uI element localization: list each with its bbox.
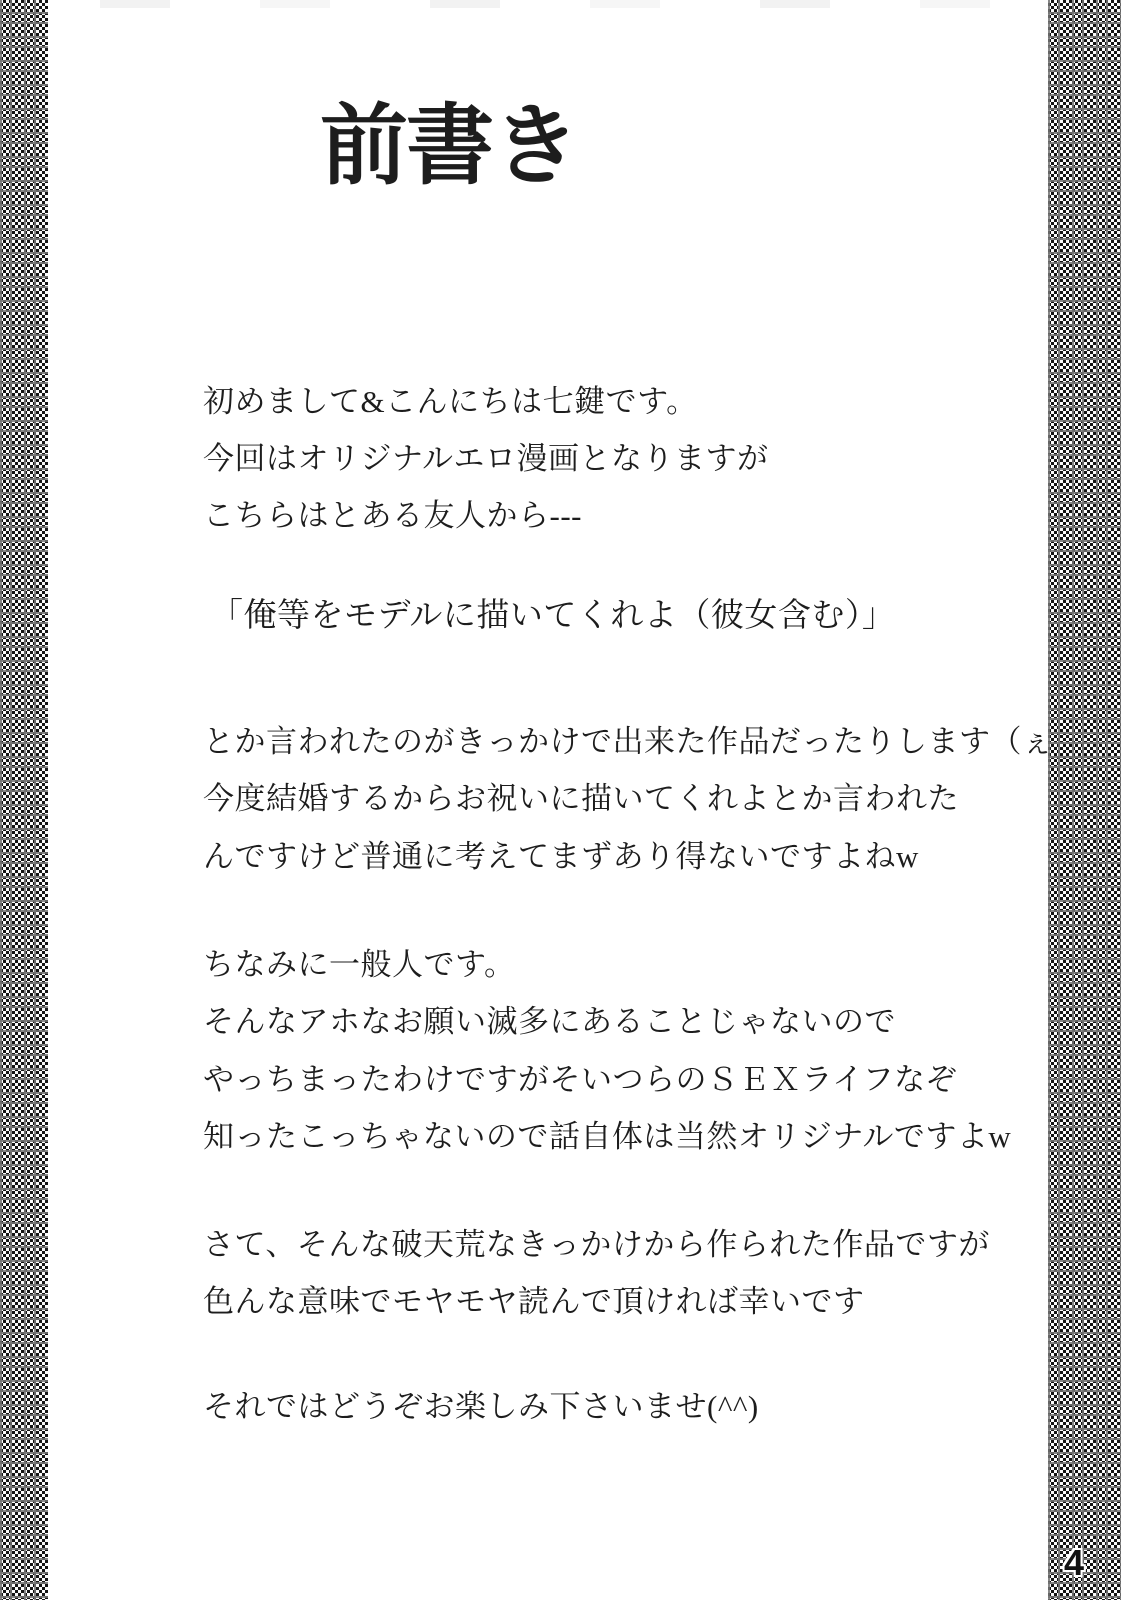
- preface-paragraph4-line2: 色んな意味でモヤモヤ読んで頂ければ幸いです: [203, 1284, 865, 1319]
- preface-paragraph3-line3: やっちまったわけですがそいつらのＳＥＸライフなぞ: [203, 1062, 958, 1097]
- preface-quote: 「俺等をモデルに描いてくれよ（彼女含む）」: [210, 598, 896, 634]
- preface-paragraph1-line1: 初めまして&こんにちは七鍵です。: [203, 384, 698, 419]
- page-content: [48, 0, 1054, 1600]
- preface-paragraph3-line4: 知ったこっちゃないので話自体は当然オリジナルですよw: [203, 1119, 1012, 1154]
- page-title: 前書き: [320, 99, 579, 196]
- preface-paragraph3-line2: そんなアホなお願い滅多にあることじゃないので: [203, 1004, 896, 1039]
- preface-paragraph2-line2: 今度結婚するからお祝いに描いてくれよとか言われた: [203, 781, 959, 816]
- left-border-halftone-pattern: [0, 0, 48, 1600]
- page-number: 4: [1063, 1542, 1085, 1583]
- preface-paragraph1-line3: こちらはとある友人から---: [203, 498, 582, 533]
- preface-paragraph4-line1: さて、そんな破天荒なきっかけから作られた作品ですが: [203, 1227, 990, 1262]
- preface-closing-line: それではどうぞお楽しみ下さいませ(^^): [203, 1389, 759, 1424]
- right-border-halftone-pattern: [1048, 0, 1121, 1600]
- preface-paragraph2-line1: とか言われたのがきっかけで出来た作品だったりします（ぇ: [203, 724, 1054, 759]
- preface-paragraph1-line2: 今回はオリジナルエロ漫画となりますが: [203, 441, 769, 476]
- preface-paragraph3-line1: ちなみに一般人です。: [203, 947, 516, 982]
- preface-paragraph2-line3: んですけど普通に考えてまずあり得ないですよねw: [203, 839, 919, 874]
